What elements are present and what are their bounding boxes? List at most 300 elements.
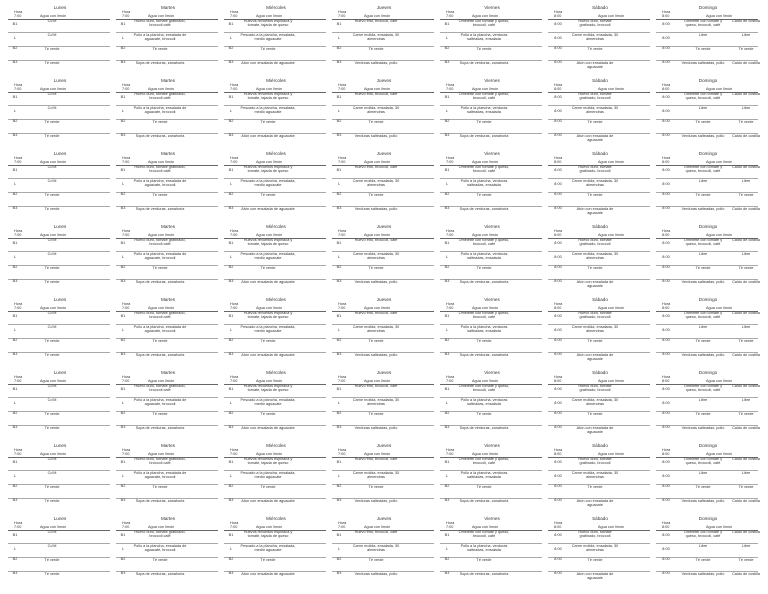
day-column bbox=[114, 77, 222, 149]
hora-label: Hora bbox=[338, 83, 347, 87]
hour-cell: 8:00 bbox=[662, 36, 670, 40]
row-code: B1 bbox=[336, 314, 342, 318]
row-code: B3 bbox=[12, 352, 18, 356]
row-code: B2 bbox=[336, 557, 342, 561]
row-code: B3 bbox=[228, 571, 234, 575]
day-name: Sábado bbox=[592, 151, 608, 156]
meal-cell: Verduras salteadas, pollo bbox=[681, 572, 725, 576]
row-code: B2 bbox=[444, 338, 450, 342]
meal-cell: Pescado a la plancha, ensalada, medio aguacate bbox=[240, 544, 296, 553]
meal-cell: Atún con ensalada de aguacate bbox=[576, 499, 614, 508]
meal-cell: Pescado a la plancha, ensalada, medio aguacate bbox=[240, 33, 296, 42]
meal-cell: Atún con ensalada de aguacate bbox=[241, 134, 295, 138]
row-code: L bbox=[445, 255, 449, 259]
meal-cell: Sopa de verduras, zanahoria bbox=[459, 499, 509, 503]
row-code: L bbox=[337, 547, 341, 551]
row-code: B3 bbox=[444, 352, 450, 356]
hora-label: Hora bbox=[446, 302, 455, 306]
meal-cell: Pollo a la plancha, verduras salteadas, ensalada bbox=[460, 471, 508, 480]
hora-label: Hora bbox=[122, 156, 131, 160]
meal-cell: Atún con ensalada de aguacate bbox=[576, 426, 614, 435]
day-column bbox=[330, 515, 438, 587]
first-row-label: Agua con limón bbox=[40, 306, 67, 310]
hora-label: Hora bbox=[14, 521, 23, 525]
meal-cell: Co'M bbox=[47, 471, 57, 475]
hora-label: Hora bbox=[338, 156, 347, 160]
meal-cell: Verduras salteadas, pollo bbox=[354, 61, 398, 65]
meal-cell: Huevos revueltos espinaca y tomate, tajada de queso bbox=[243, 238, 293, 247]
meal-cell-extra: Té verde bbox=[738, 485, 754, 489]
hora-label: Hora bbox=[446, 375, 455, 379]
meal-cell: Té verde bbox=[368, 266, 384, 270]
row-code: B3 bbox=[444, 279, 450, 283]
meal-cell: Verduras salteadas, pollo bbox=[354, 572, 398, 576]
day-name: Lunes bbox=[53, 297, 67, 302]
hora-label: Hora bbox=[230, 229, 239, 233]
meal-cell: Carne molida, ensalada, 30 almendras bbox=[352, 325, 400, 334]
row-code: L bbox=[229, 182, 233, 186]
hour-cell: 8:00 bbox=[554, 192, 562, 196]
row-code: L bbox=[337, 328, 341, 332]
day-name: Domingo bbox=[698, 443, 718, 448]
meal-cell-extra: Libre bbox=[741, 325, 751, 329]
hora-value: 7:00 bbox=[338, 233, 346, 237]
meal-cell: Atún con ensalada de aguacate bbox=[241, 499, 295, 503]
hora-label: Hora bbox=[662, 448, 671, 452]
day-column bbox=[438, 442, 546, 514]
row-code: B2 bbox=[336, 411, 342, 415]
first-row-label: Agua con limón bbox=[364, 452, 391, 456]
meal-cell: Té verde bbox=[260, 339, 276, 343]
row-code: B2 bbox=[12, 119, 18, 123]
meal-cell: Té verde bbox=[587, 47, 603, 51]
hora-value: 7:00 bbox=[446, 233, 454, 237]
row-code: L bbox=[445, 328, 449, 332]
row-code: L bbox=[121, 182, 125, 186]
meal-cell: Huevos revueltos espinaca y tomate, tajada de queso bbox=[243, 19, 293, 28]
day-column bbox=[654, 369, 762, 441]
day-name: Lunes bbox=[53, 370, 67, 375]
meal-cell: Verduras salteadas, pollo bbox=[681, 353, 725, 357]
day-name: Lunes bbox=[53, 78, 67, 83]
row-code: B1 bbox=[228, 22, 234, 26]
meal-cell: Sopa de verduras, zanahoria bbox=[459, 207, 509, 211]
hour-cell: 8:00 bbox=[554, 119, 562, 123]
hora-value: 7:00 bbox=[446, 14, 454, 18]
meal-cell: Libre bbox=[698, 252, 708, 256]
meal-cell: Verduras salteadas, pollo bbox=[354, 280, 398, 284]
hora-value: 7:00 bbox=[446, 87, 454, 91]
meal-cell: Té verde bbox=[476, 193, 492, 197]
row-code: B3 bbox=[120, 206, 126, 210]
hora-label: Hora bbox=[14, 83, 23, 87]
meal-cell: Huevos revueltos espinaca y tomate, tajada de queso bbox=[243, 311, 293, 320]
hora-label: Hora bbox=[338, 521, 347, 525]
meal-cell-extra: Té verde bbox=[738, 266, 754, 270]
meal-cell: Té verde bbox=[44, 120, 60, 124]
first-row-label: Agua con limón bbox=[364, 306, 391, 310]
meal-cell: Co'M bbox=[47, 325, 57, 329]
meal-cell: Huevos revueltos espinaca y tomate, tajada de queso bbox=[243, 384, 293, 393]
meal-cell: Carne molida, ensalada, 30 almendras bbox=[352, 398, 400, 407]
meal-cell-extra: Té verde bbox=[738, 47, 754, 51]
meal-cell: Pollo a la plancha, ensalada de aguacate, broccoli bbox=[133, 471, 187, 480]
day-name: Sábado bbox=[592, 5, 608, 10]
hour-cell: 8:00 bbox=[662, 46, 670, 50]
meal-cell: Omelette con tomate y queso, broccoli, café bbox=[458, 457, 510, 466]
row-code: B2 bbox=[120, 338, 126, 342]
hour-cell: 8:00 bbox=[554, 401, 562, 405]
hora-value: 7:00 bbox=[338, 14, 346, 18]
meal-cell: Sopa de verduras, zanahoria bbox=[135, 207, 185, 211]
row-code: B1 bbox=[12, 533, 18, 537]
row-code: B2 bbox=[228, 192, 234, 196]
meal-cell: Omelette con tomate y queso, broccoli, café bbox=[458, 238, 510, 247]
hora-label: Hora bbox=[446, 83, 455, 87]
row-code: B3 bbox=[228, 279, 234, 283]
hora-label: Hora bbox=[338, 229, 347, 233]
hour-cell: 8:00 bbox=[662, 95, 670, 99]
day-name: Viernes bbox=[484, 151, 500, 156]
day-column bbox=[654, 150, 762, 222]
hour-cell: 8:00 bbox=[554, 22, 562, 26]
meal-cell: Huevo frito, broccoli, café bbox=[354, 530, 398, 534]
meal-cell: Atún con ensalada de aguacate bbox=[576, 207, 614, 216]
day-name: Martes bbox=[160, 5, 176, 10]
row-code: L bbox=[445, 474, 449, 478]
row-code: B3 bbox=[336, 352, 342, 356]
day-column bbox=[114, 369, 222, 441]
row-code: B1 bbox=[228, 241, 234, 245]
row-code: B1 bbox=[120, 533, 126, 537]
hour-cell: 8:00 bbox=[554, 36, 562, 40]
row-code: B2 bbox=[12, 338, 18, 342]
day-column bbox=[438, 4, 546, 76]
hour-cell: 8:00 bbox=[662, 460, 670, 464]
meal-cell: Té verde bbox=[44, 339, 60, 343]
day-column bbox=[438, 515, 546, 587]
first-row-label: Agua con limón bbox=[40, 87, 67, 91]
meal-cell: Té verde bbox=[476, 120, 492, 124]
meal-cell: Pollo a la plancha, ensalada de aguacate, broccoli bbox=[133, 544, 187, 553]
meal-cell: Té verde bbox=[368, 558, 384, 562]
first-row-label: Agua con limón bbox=[472, 525, 499, 529]
row-code: B2 bbox=[12, 411, 18, 415]
meal-cell: Huevo frito, broccoli, café bbox=[354, 384, 398, 388]
day-column bbox=[330, 296, 438, 368]
day-column bbox=[330, 369, 438, 441]
row-code: B1 bbox=[444, 533, 450, 537]
meal-cell-extra: Libre bbox=[741, 398, 751, 402]
hora-value: 7:00 bbox=[14, 233, 22, 237]
day-name: Miércoles bbox=[266, 297, 286, 302]
hour-cell: 8:00 bbox=[662, 411, 670, 415]
meal-cell: Té verde bbox=[695, 47, 711, 51]
row-code: B2 bbox=[120, 119, 126, 123]
hora-label: Hora bbox=[554, 10, 563, 14]
meal-cell-extra: Caldo de costilla bbox=[732, 92, 760, 96]
row-code: B2 bbox=[120, 411, 126, 415]
day-name: Miércoles bbox=[266, 224, 286, 229]
meal-cell: Té verde bbox=[587, 266, 603, 270]
hour-cell: 8:00 bbox=[662, 168, 670, 172]
hora-value: 7:00 bbox=[122, 525, 130, 529]
hora-value: 7:00 bbox=[446, 525, 454, 529]
row-code: B2 bbox=[12, 192, 18, 196]
row-code: B2 bbox=[120, 557, 126, 561]
first-row-label: Agua con limón bbox=[256, 14, 283, 18]
hora-value: 8:00 bbox=[554, 160, 562, 164]
row-code: B1 bbox=[228, 95, 234, 99]
day-column bbox=[330, 77, 438, 149]
meal-cell: Té verde bbox=[260, 47, 276, 51]
meal-cell: Libre bbox=[698, 471, 708, 475]
day-column bbox=[222, 150, 330, 222]
meal-cell: Co'M bbox=[47, 179, 57, 183]
row-code: B2 bbox=[336, 265, 342, 269]
day-column bbox=[222, 4, 330, 76]
meal-cell: Co'M bbox=[47, 252, 57, 256]
hour-cell: 8:00 bbox=[554, 484, 562, 488]
day-name: Domingo bbox=[698, 224, 718, 229]
week-block bbox=[6, 515, 762, 587]
meal-cell: Verduras salteadas, pollo bbox=[354, 499, 398, 503]
row-code: B1 bbox=[336, 533, 342, 537]
meal-cell: Co'M bbox=[47, 106, 57, 110]
hour-cell: 8:00 bbox=[662, 206, 670, 210]
row-code: B3 bbox=[12, 498, 18, 502]
hour-cell: 8:00 bbox=[662, 279, 670, 283]
first-row-label: Agua con limón bbox=[472, 379, 499, 383]
row-code: B1 bbox=[120, 460, 126, 464]
meal-cell: Omelette con tomate y queso, broccoli, café bbox=[683, 457, 723, 466]
row-code: L bbox=[337, 109, 341, 113]
day-column bbox=[114, 515, 222, 587]
day-name: Sábado bbox=[592, 370, 608, 375]
row-code: B2 bbox=[12, 484, 18, 488]
row-code: B3 bbox=[120, 425, 126, 429]
row-code: B1 bbox=[336, 95, 342, 99]
hour-cell: 8:00 bbox=[554, 206, 562, 210]
day-column bbox=[6, 223, 114, 295]
day-column bbox=[438, 223, 546, 295]
first-row-label: Agua con limón bbox=[706, 233, 733, 237]
first-row-label: Agua con limón bbox=[598, 87, 625, 91]
day-name: Miércoles bbox=[266, 151, 286, 156]
day-column bbox=[654, 223, 762, 295]
row-code: L bbox=[13, 401, 17, 405]
first-row-label: Agua con limón bbox=[706, 452, 733, 456]
hora-label: Hora bbox=[14, 229, 23, 233]
row-code: B1 bbox=[120, 95, 126, 99]
meal-cell-extra: Caldo de costilla bbox=[732, 530, 760, 534]
row-code: B1 bbox=[228, 460, 234, 464]
hora-label: Hora bbox=[554, 375, 563, 379]
hour-cell: 8:00 bbox=[662, 60, 670, 64]
meal-cell: Té verde bbox=[587, 485, 603, 489]
meal-cell: Atún con ensalada de aguacate bbox=[576, 134, 614, 143]
row-code: L bbox=[337, 474, 341, 478]
day-name: Lunes bbox=[53, 516, 67, 521]
meal-cell: Té verde bbox=[368, 120, 384, 124]
hora-label: Hora bbox=[14, 448, 23, 452]
first-row-label: Agua con limón bbox=[364, 525, 391, 529]
row-code: B3 bbox=[228, 498, 234, 502]
hour-cell: 8:00 bbox=[554, 460, 562, 464]
meal-cell: Pollo a la plancha, ensalada de aguacate, broccoli bbox=[133, 106, 187, 115]
day-name: Sábado bbox=[592, 224, 608, 229]
row-code: B2 bbox=[336, 46, 342, 50]
row-code: L bbox=[229, 36, 233, 40]
first-row-label: Agua con limón bbox=[256, 87, 283, 91]
row-code: B1 bbox=[12, 387, 18, 391]
hour-cell: 8:00 bbox=[554, 265, 562, 269]
meal-cell: Té verde bbox=[587, 120, 603, 124]
row-code: B1 bbox=[228, 387, 234, 391]
hora-label: Hora bbox=[446, 448, 455, 452]
meal-cell: Té verde bbox=[368, 339, 384, 343]
meal-cell: Té verde bbox=[587, 339, 603, 343]
day-name: Viernes bbox=[484, 5, 500, 10]
hora-label: Hora bbox=[662, 156, 671, 160]
hora-value: 8:00 bbox=[554, 379, 562, 383]
row-code: B3 bbox=[228, 425, 234, 429]
first-row-label: Agua con limón bbox=[706, 525, 733, 529]
row-code: B1 bbox=[228, 314, 234, 318]
meal-cell: Pollo a la plancha, verduras salteadas, ensalada bbox=[460, 325, 508, 334]
hour-cell: 8:00 bbox=[662, 22, 670, 26]
hour-cell: 8:00 bbox=[554, 571, 562, 575]
day-column bbox=[114, 4, 222, 76]
day-name: Martes bbox=[160, 224, 176, 229]
hour-cell: 8:00 bbox=[662, 557, 670, 561]
day-column bbox=[654, 515, 762, 587]
meal-cell: Pollo a la plancha, verduras salteadas, ensalada bbox=[460, 252, 508, 261]
hora-label: Hora bbox=[14, 156, 23, 160]
meal-cell: Pollo a la plancha, ensalada de aguacate, broccoli bbox=[133, 252, 187, 261]
row-code: L bbox=[121, 547, 125, 551]
hora-value: 7:00 bbox=[230, 525, 238, 529]
meal-cell: Libre bbox=[698, 544, 708, 548]
row-code: B3 bbox=[12, 60, 18, 64]
hour-cell: 8:00 bbox=[554, 60, 562, 64]
hora-value: 7:00 bbox=[338, 160, 346, 164]
meal-cell: Sopa de verduras, zanahoria bbox=[459, 61, 509, 65]
day-column bbox=[438, 369, 546, 441]
hora-label: Hora bbox=[662, 83, 671, 87]
week-block bbox=[6, 4, 762, 76]
week-block bbox=[6, 77, 762, 149]
day-name: Viernes bbox=[484, 516, 500, 521]
row-code: L bbox=[229, 401, 233, 405]
row-code: B2 bbox=[228, 338, 234, 342]
row-code: B2 bbox=[12, 557, 18, 561]
day-name: Viernes bbox=[484, 224, 500, 229]
first-row-label: Agua con limón bbox=[472, 233, 499, 237]
meal-cell: Pescado a la plancha, ensalada, medio aguacate bbox=[240, 325, 296, 334]
row-code: B3 bbox=[12, 425, 18, 429]
day-name: Martes bbox=[160, 370, 176, 375]
meal-cell: Verduras salteadas, pollo bbox=[681, 280, 725, 284]
meal-cell: Verduras salteadas, pollo bbox=[354, 353, 398, 357]
row-code: B2 bbox=[120, 265, 126, 269]
hour-cell: 8:00 bbox=[554, 352, 562, 356]
hora-value: 7:00 bbox=[230, 379, 238, 383]
day-name: Lunes bbox=[53, 443, 67, 448]
hora-label: Hora bbox=[554, 156, 563, 160]
hora-value: 8:00 bbox=[662, 233, 670, 237]
meal-cell: Co'M bbox=[47, 544, 57, 548]
meal-cell: Té verde bbox=[152, 193, 168, 197]
week-block bbox=[6, 369, 762, 441]
meal-cell: Sopa de verduras, zanahoria bbox=[135, 426, 185, 430]
hora-value: 7:00 bbox=[14, 14, 22, 18]
row-code: L bbox=[13, 474, 17, 478]
day-name: Domingo bbox=[698, 297, 718, 302]
row-code: L bbox=[229, 255, 233, 259]
row-code: L bbox=[229, 328, 233, 332]
meal-cell: Té verde bbox=[44, 572, 60, 576]
meal-cell: Huevo frito, broccoli, café bbox=[354, 19, 398, 23]
row-code: B1 bbox=[444, 241, 450, 245]
meal-cell: Té verde bbox=[152, 120, 168, 124]
day-name: Miércoles bbox=[266, 78, 286, 83]
hora-value: 7:00 bbox=[122, 379, 130, 383]
hora-label: Hora bbox=[446, 229, 455, 233]
first-row-label: Agua con limón bbox=[148, 14, 175, 18]
row-code: L bbox=[13, 36, 17, 40]
meal-cell: Sopa de verduras, zanahoria bbox=[459, 134, 509, 138]
day-column bbox=[438, 296, 546, 368]
meal-cell: Co'M bbox=[47, 165, 57, 169]
row-code: B3 bbox=[120, 60, 126, 64]
row-code: B2 bbox=[120, 46, 126, 50]
row-code: B3 bbox=[336, 133, 342, 137]
hour-cell: 8:00 bbox=[554, 425, 562, 429]
row-code: L bbox=[445, 182, 449, 186]
first-row-label: Agua con limón bbox=[706, 87, 733, 91]
first-row-label: Agua con limón bbox=[256, 233, 283, 237]
day-column bbox=[438, 150, 546, 222]
day-column bbox=[6, 442, 114, 514]
row-code: B1 bbox=[336, 460, 342, 464]
meal-cell: Té verde bbox=[587, 412, 603, 416]
row-code: L bbox=[337, 401, 341, 405]
hora-label: Hora bbox=[230, 521, 239, 525]
meal-cell-extra: Té verde bbox=[738, 412, 754, 416]
hora-label: Hora bbox=[338, 302, 347, 306]
hora-label: Hora bbox=[338, 375, 347, 379]
row-code: B2 bbox=[336, 119, 342, 123]
meal-cell: Verduras salteadas, pollo bbox=[354, 134, 398, 138]
hora-value: 8:00 bbox=[554, 14, 562, 18]
meal-cell: Té verde bbox=[44, 193, 60, 197]
hour-cell: 8:00 bbox=[554, 338, 562, 342]
day-name: Jueves bbox=[376, 516, 392, 521]
day-name: Jueves bbox=[376, 151, 392, 156]
hour-cell: 8:00 bbox=[662, 401, 670, 405]
hora-label: Hora bbox=[122, 302, 131, 306]
first-row-label: Agua con limón bbox=[148, 233, 175, 237]
week-block bbox=[6, 296, 762, 368]
meal-cell: Co'M bbox=[47, 457, 57, 461]
row-code: B2 bbox=[12, 46, 18, 50]
hour-cell: 8:00 bbox=[554, 411, 562, 415]
meal-plan-sheet bbox=[6, 4, 762, 590]
meal-cell: Omelette con tomate y queso, broccoli, café bbox=[458, 384, 510, 393]
hora-label: Hora bbox=[122, 229, 131, 233]
day-name: Viernes bbox=[484, 370, 500, 375]
